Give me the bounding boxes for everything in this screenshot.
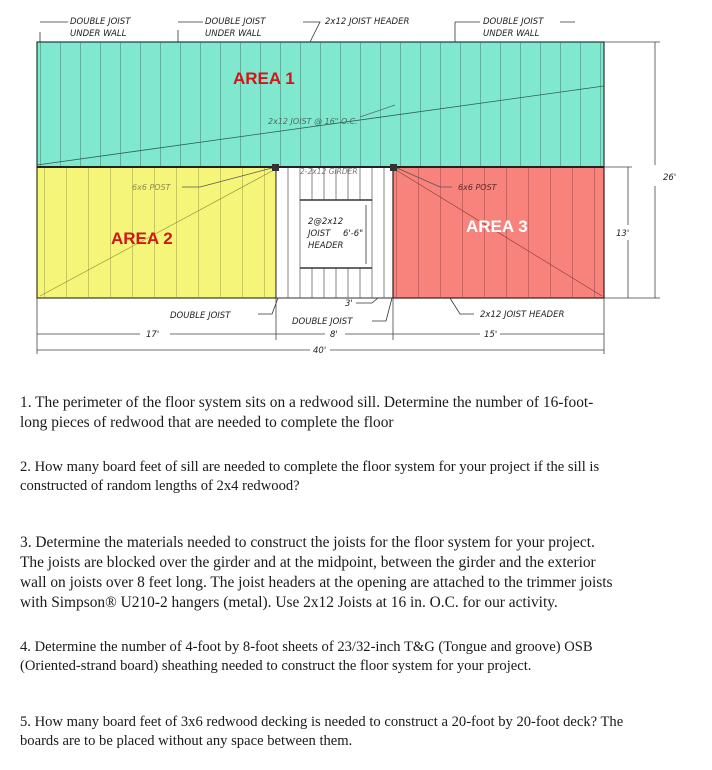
callout-joist-header-bottom: 2x12 JOIST HEADER [480,310,565,320]
question-3-line-4: with Simpson® U210-2 hangers (metal). Use 2x12 Joists at 16 in. O.C. for our activity. [20,594,558,611]
callout-joist-header-top: 2x12 JOIST HEADER [325,17,410,27]
area-1-label: AREA 1 [233,69,295,88]
question-1-line-1: 1. The perimeter of the floor system sits on a redwood sill. Determine the number of 16-foot- [20,394,594,411]
callout-double-joist-right-2: UNDER WALL [483,29,540,39]
area-1-joists [37,42,604,167]
dim-middle-width: 8' [330,330,338,340]
question-3-line-2: The joists are blocked over the girder and at the midpoint, between the girder and the exterior [20,554,596,571]
callout-double-joist-left-1: DOUBLE JOIST [70,17,131,27]
dim-right-width: 15' [484,330,498,340]
callout-header-line3: HEADER [308,241,344,251]
dim-total-width: 40' [313,346,327,356]
dim-wing-depth: 13' [616,229,630,239]
callout-post-left: 6x6 POST [132,183,171,192]
callout-three-ft: 3' [345,299,353,309]
callout-double-joist-left-2: UNDER WALL [70,29,127,39]
callout-double-joist-bottom-left: DOUBLE JOIST [170,311,231,321]
question-2-line-2: constructed of random lengths of 2x4 redwood? [20,478,300,494]
callout-double-joist-right-1: DOUBLE JOIST [483,17,544,27]
question-1-line-2: long pieces of redwood that are needed to complete the floor [20,414,394,431]
callout-girder: 2-2x12 GIRDER [300,167,358,176]
question-5 [20,713,700,751]
area-3-label: AREA 3 [466,217,528,236]
question-4-line-1: 4. Determine the number of 4-foot by 8-foot sheets of 23/32-inch T&G (Tongue and groove) OSB [20,639,593,655]
question-3 [20,533,700,613]
question-5-line-1: 5. How many board feet of 3x6 redwood decking is needed to construct a 20-foot by 20-foot deck? The [20,714,624,730]
question-3-line-3: wall on joists over 8 feet long. The joist headers at the opening are attached to the trimmer joists [20,574,613,591]
callout-double-joist-bottom-mid: DOUBLE JOIST [292,317,353,327]
callout-joist-spacing: 2x12 JOIST @ 16" O.C. [268,117,358,126]
dim-left-width: 17' [146,330,160,340]
floor-plan-diagram [0,0,712,370]
question-4-line-2: (Oriented-strand board) sheathing needed to construct the floor system for your project. [20,658,532,674]
question-3-line-1: 3. Determine the materials needed to construct the joists for the floor system for your project. [20,534,595,551]
question-2 [20,458,700,496]
callout-post-right: 6x6 POST [458,183,497,192]
question-5-line-2: boards are to be placed without any space between them. [20,733,353,749]
callout-header-line1: 2@2x12 [308,217,344,227]
post-marker-right [390,164,397,171]
area-2-label: AREA 2 [111,229,173,248]
callout-header-line2: JOIST [308,229,331,239]
callout-double-joist-mid-1: DOUBLE JOIST [205,17,266,27]
dim-total-depth: 26' [663,173,677,183]
question-2-line-1: 2. How many board feet of sill are needed to complete the floor system for your project if the sill is [20,459,600,475]
post-marker-left [272,164,279,171]
middle-opening [276,167,393,298]
question-1 [20,393,700,433]
question-4 [20,638,700,676]
callout-double-joist-mid-2: UNDER WALL [205,29,262,39]
callout-leaders-bottom [258,298,474,321]
callout-header-span: 6'-6" [343,229,364,239]
